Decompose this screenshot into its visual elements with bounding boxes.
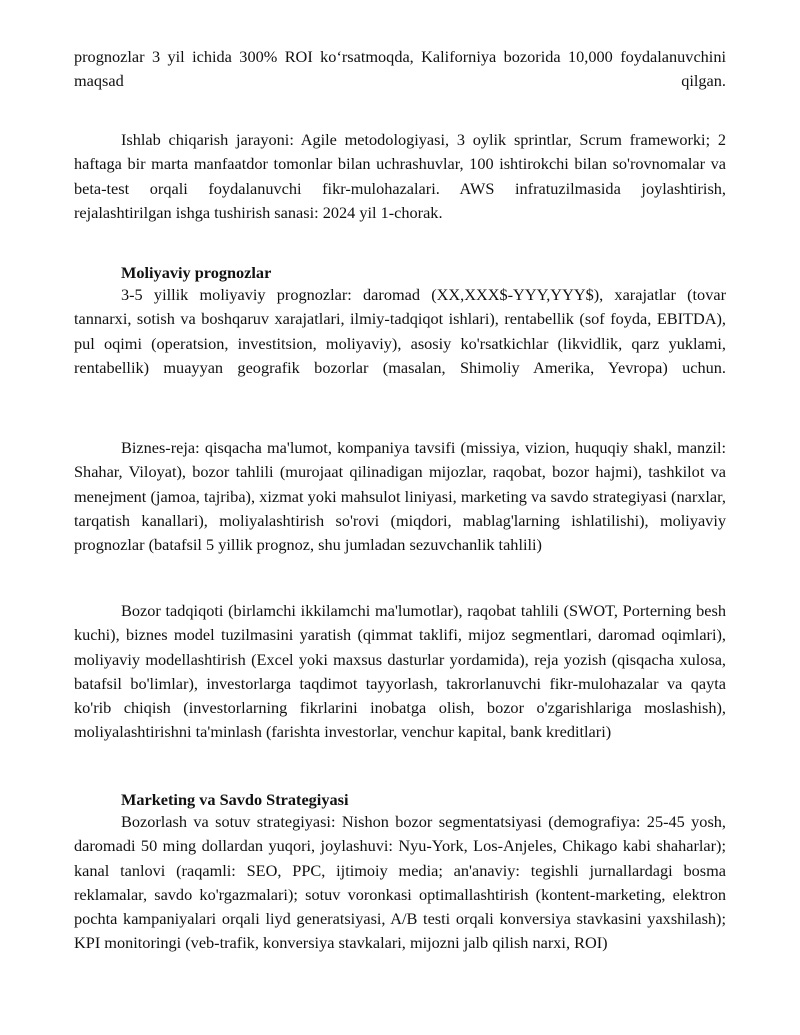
marketing-paragraph: Bozorlash va sotuv strategiyasi: Nishon bozor segmentatsiyasi (demografiya: 25-45 yosh, daromadi 50 ming dollardan yuqori, joylashuvi: Nyu-York, Los-Anjeles, Chikago kabi shaharlar); kanal tanlovi (raqamli: SEO, PPC, ijtimoiy media; an'anaviy: tegishli jurnallardagi bosma reklamalar, savdo ko'rgazmalari); sotuv voronkasi optimallashtirish (kontent-marketing, elektron pochta kampaniyalari orqali liyd generatsiyasi, A/B testi orqali konversiya stavkasini yaxshilash); KPI monitoringi (veb-trafik, konversiya stavkalari, mijozni jalb qilish narxi, ROI) bbox=[74, 812, 726, 953]
production-paragraph: Ishlab chiqarish jarayoni: Agile metodologiyasi, 3 oylik sprintlar, Scrum frameworki; 2 haftaga bir marta manfaatdor tomonlar bilan uchrashuvlar, 100 ishtirokchi bilan so'rovnomalar va beta-test orqali foydalanuvchi fikr-mulohazalari. AWS infratuzilmasida joylashtirish, rejalashtirilgan ishga tushirish sanasi: 2024 yil 1-chorak. bbox=[74, 130, 726, 222]
roi-paragraph: prognozlar 3 yil ichida 300% ROI ko‘rsatmoqda, Kaliforniya bozorida 10,000 foydalanuvchini maqsad qilgan. bbox=[74, 47, 726, 91]
financial-heading: Moliyaviy prognozlar bbox=[121, 263, 272, 282]
market-research-paragraph: Bozor tadqiqoti (birlamchi ikkilamchi ma'lumotlar), raqobat tahlili (SWOT, Porterning besh kuchi), biznes model tuzilmasini yaratish (qimmat taklifi, mijoz segmentlari, daromad oqimlari), moliyaviy modellashtirish (Excel yoki maxsus dasturlar yordamida), reja yozish (qisqacha xulosa, batafsil bo'limlar), investorlarga taqdimot tayyorlash, takrorlanuvchi fikr-mulohazalar va qayta ko'rib chiqish (investorlarning fikrlarini inobatga olish, bozor o'zgarishlariga moslashish), moliyalashtirishni ta'minlash (farishta investorlar, venchur kapital, bank kreditlari) bbox=[74, 601, 726, 742]
marketing-heading: Marketing va Savdo Strategiyasi bbox=[121, 790, 349, 809]
financial-paragraph: 3-5 yillik moliyaviy prognozlar: daromad (XX,XXX$-YYY,YYY$), xarajatlar (tovar tannarxi, sotish va boshqaruv xarajatlari, ilmiy-tadqiqot ishlari), rentabellik (sof foyda, EBITDA), pul oqimi (operatsion, investitsion, moliyaviy), asosiy ko'rsatkichlar (likvidlik, qarz yuklami, rentabellik) muayyan geografik bozorlar (masalan, Shimoliy Amerika, Yevropa) uchun. bbox=[74, 285, 726, 377]
business-plan-paragraph: Biznes-reja: qisqacha ma'lumot, kompaniya tavsifi (missiya, vizion, huquqiy shakl, manzil: Shahar, Viloyat), bozor tahlili (murojaat qilinadigan mijozlar, raqobat, bozor hajmi), tashkilot va menejment (jamoa, tajriba), xizmat yoki mahsulot liniyasi, marketing va savdo strategiyasi (narxlar, tarqatish kanallari), moliyalashtirish so'rovi (miqdori, mablag'larning ishlatilishi), moliyaviy prognozlar (batafsil 5 yillik prognoz, shu jumladan sezuvchanlik tahlili) bbox=[74, 438, 726, 555]
